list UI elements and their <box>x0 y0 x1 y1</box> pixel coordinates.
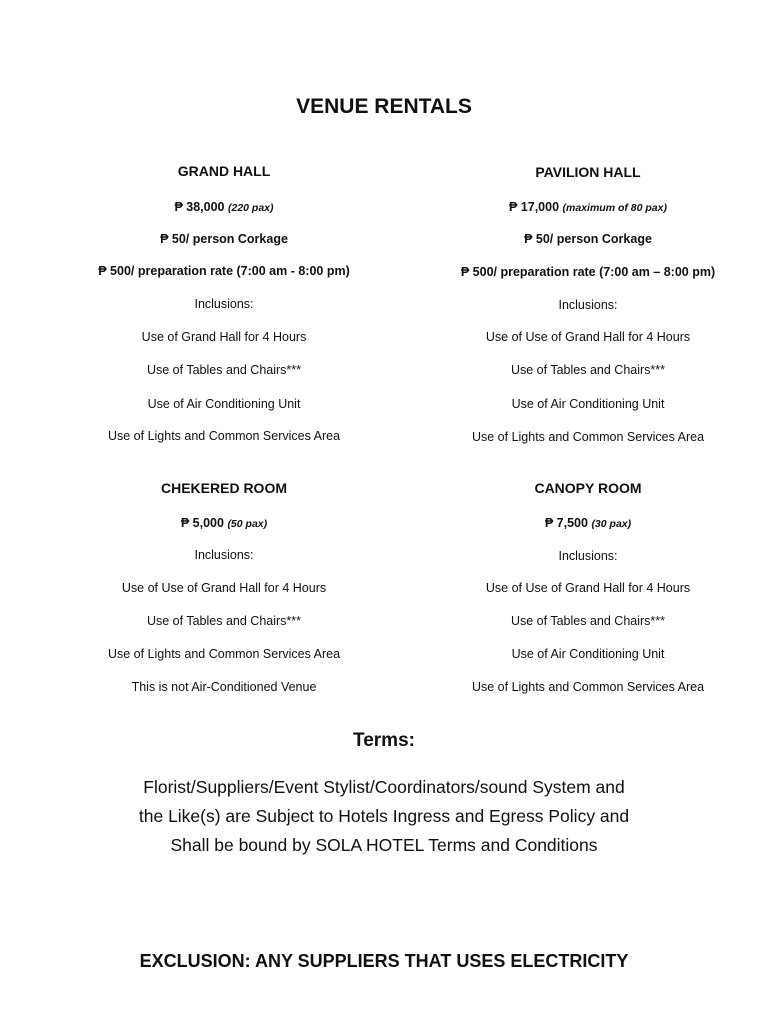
terms-line: the Like(s) are Subject to Hotels Ingress and Egress Policy and <box>138 806 630 826</box>
venue-corkage: ₱ 50/ person Corkage <box>524 232 652 246</box>
venue-capacity-note: (30 pax) <box>591 518 632 530</box>
inclusions-label: Inclusions: <box>558 549 618 563</box>
venue-name: GRAND HALL <box>177 163 271 179</box>
inclusion-item: Use of Use of Grand Hall for 4 Hours <box>485 581 691 595</box>
inclusions-label: Inclusions: <box>558 298 618 312</box>
page-title: VENUE RENTALS <box>296 95 472 118</box>
venue-capacity-note: (50 pax) <box>227 518 268 530</box>
inclusion-item: Use of Air Conditioning Unit <box>511 397 665 411</box>
terms-line: Shall be bound by SOLA HOTEL Terms and Conditions <box>170 835 598 855</box>
inclusion-item: Use of Lights and Common Services Area <box>107 429 341 443</box>
venue-price-line <box>40 516 408 530</box>
venue-preparation-rate: ₱ 500/ preparation rate (7:00 am – 8:00 pm) <box>460 265 716 279</box>
inclusion-item: Use of Lights and Common Services Area <box>471 680 705 694</box>
inclusions-label: Inclusions: <box>194 297 254 311</box>
inclusions-label: Inclusions: <box>194 548 254 562</box>
inclusion-item: This is not Air-Conditioned Venue <box>131 680 317 694</box>
venue-capacity-note: (maximum of 80 pax) <box>562 202 667 214</box>
inclusion-item: Use of Air Conditioning Unit <box>147 397 301 411</box>
inclusion-item: Use of Lights and Common Services Area <box>107 647 341 661</box>
inclusion-item: Use of Tables and Chairs*** <box>510 614 666 628</box>
venue-price: ₱ 5,000 <box>180 516 224 530</box>
venue-price: ₱ 17,000 <box>509 200 560 214</box>
inclusion-item: Use of Grand Hall for 4 Hours <box>141 330 307 344</box>
terms-body <box>100 773 668 860</box>
inclusion-item: Use of Air Conditioning Unit <box>511 647 665 661</box>
inclusion-item: Use of Use of Grand Hall for 4 Hours <box>485 330 691 344</box>
venue-capacity-note: (220 pax) <box>228 202 274 214</box>
venue-name: PAVILION HALL <box>535 164 641 180</box>
venue-name: CHEKERED ROOM <box>160 480 287 496</box>
venue-corkage: ₱ 50/ person Corkage <box>160 232 288 246</box>
venue-price: ₱ 7,500 <box>544 516 588 530</box>
exclusion-notice: EXCLUSION: ANY SUPPLIERS THAT USES ELECTRICITY <box>139 951 629 971</box>
inclusion-item: Use of Tables and Chairs*** <box>146 363 302 377</box>
inclusion-item: Use of Tables and Chairs*** <box>510 363 666 377</box>
venue-price-line <box>405 200 768 214</box>
venue-preparation-rate: ₱ 500/ preparation rate (7:00 am - 8:00 pm) <box>98 264 350 278</box>
terms-heading: Terms: <box>353 730 415 751</box>
inclusion-item: Use of Lights and Common Services Area <box>471 430 705 444</box>
venue-price-line <box>405 516 768 530</box>
venue-name: CANOPY ROOM <box>534 480 642 496</box>
terms-line: Florist/Suppliers/Event Stylist/Coordinators/sound System and <box>143 777 625 797</box>
venue-price: ₱ 38,000 <box>174 200 225 214</box>
venue-price-line <box>40 200 408 214</box>
inclusion-item: Use of Tables and Chairs*** <box>146 614 302 628</box>
inclusion-item: Use of Use of Grand Hall for 4 Hours <box>121 581 327 595</box>
